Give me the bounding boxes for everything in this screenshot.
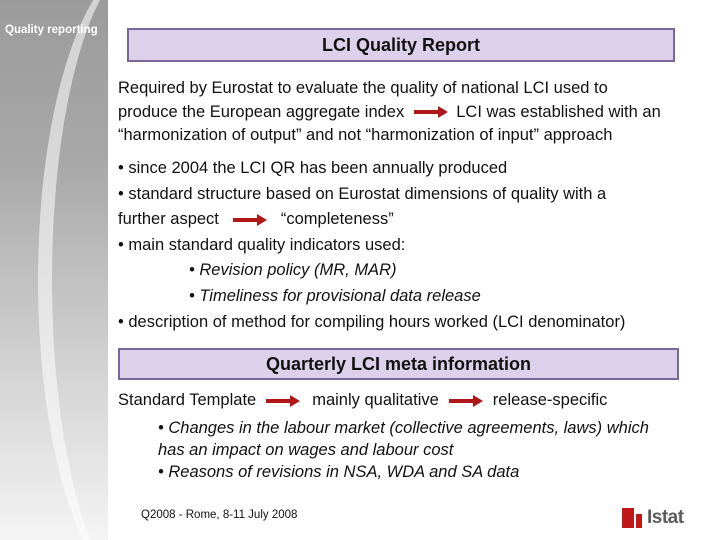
template-line bbox=[118, 389, 607, 413]
title-box bbox=[127, 28, 675, 62]
section-box bbox=[118, 348, 679, 380]
list-item: • standard structure based on Eurostat dimensions of quality with a bbox=[118, 184, 607, 203]
intro-paragraph bbox=[118, 77, 661, 148]
template-row bbox=[118, 389, 607, 413]
logo-mark bbox=[622, 508, 634, 528]
intro-line-start: produce the European aggregate index bbox=[118, 102, 405, 121]
sub-list-item: • Timeliness for provisional data release bbox=[189, 286, 481, 305]
list-item: • since 2004 the LCI QR has been annually produced bbox=[118, 159, 508, 177]
details-list bbox=[158, 417, 649, 483]
list-item: • main standard quality indicators used: bbox=[118, 235, 406, 254]
list-item-start: further aspect bbox=[118, 210, 219, 229]
right-arrow-icon bbox=[414, 106, 448, 118]
template-scope: release-specific bbox=[492, 391, 608, 409]
section-title: Quarterly LCI meta information bbox=[265, 353, 532, 374]
template-type: mainly qualitative bbox=[312, 391, 439, 409]
footer-text: Q2008 - Rome, 8-11 July 2008 bbox=[141, 509, 298, 521]
list-item-end: “completeness” bbox=[280, 210, 394, 229]
list-item-continuation: has an impact on wages and labour cost bbox=[158, 441, 454, 459]
right-arrow-icon bbox=[233, 214, 267, 226]
right-arrow-icon bbox=[266, 395, 300, 407]
sub-list-item: • Revision policy (MR, MAR) bbox=[189, 261, 397, 280]
list-item: • description of method for compiling hours worked (LCI denominator) bbox=[118, 312, 626, 331]
intro-line-end: LCI was established with an bbox=[456, 102, 661, 121]
istat-logo bbox=[622, 508, 684, 528]
template-label: Standard Template bbox=[118, 391, 257, 409]
list-item: • Reasons of revisions in NSA, WDA and SA data bbox=[158, 463, 520, 481]
bullet-list bbox=[118, 156, 625, 335]
logo-mark bbox=[636, 514, 642, 528]
list-item bbox=[118, 207, 625, 233]
sidebar-decoration bbox=[38, 0, 108, 540]
sidebar-label: Quality reporting bbox=[5, 24, 98, 36]
sidebar bbox=[0, 0, 108, 540]
intro-line: Required by Eurostat to evaluate the quality of national LCI used to bbox=[118, 79, 608, 97]
right-arrow-icon bbox=[449, 395, 483, 407]
intro-line: “harmonization of output” and not “harmonization of input” approach bbox=[118, 126, 613, 144]
intro-line bbox=[118, 101, 661, 125]
logo-text: Istat bbox=[647, 507, 684, 528]
page-title: LCI Quality Report bbox=[321, 34, 480, 55]
list-item: • Changes in the labour market (collective agreements, laws) which bbox=[158, 419, 649, 437]
